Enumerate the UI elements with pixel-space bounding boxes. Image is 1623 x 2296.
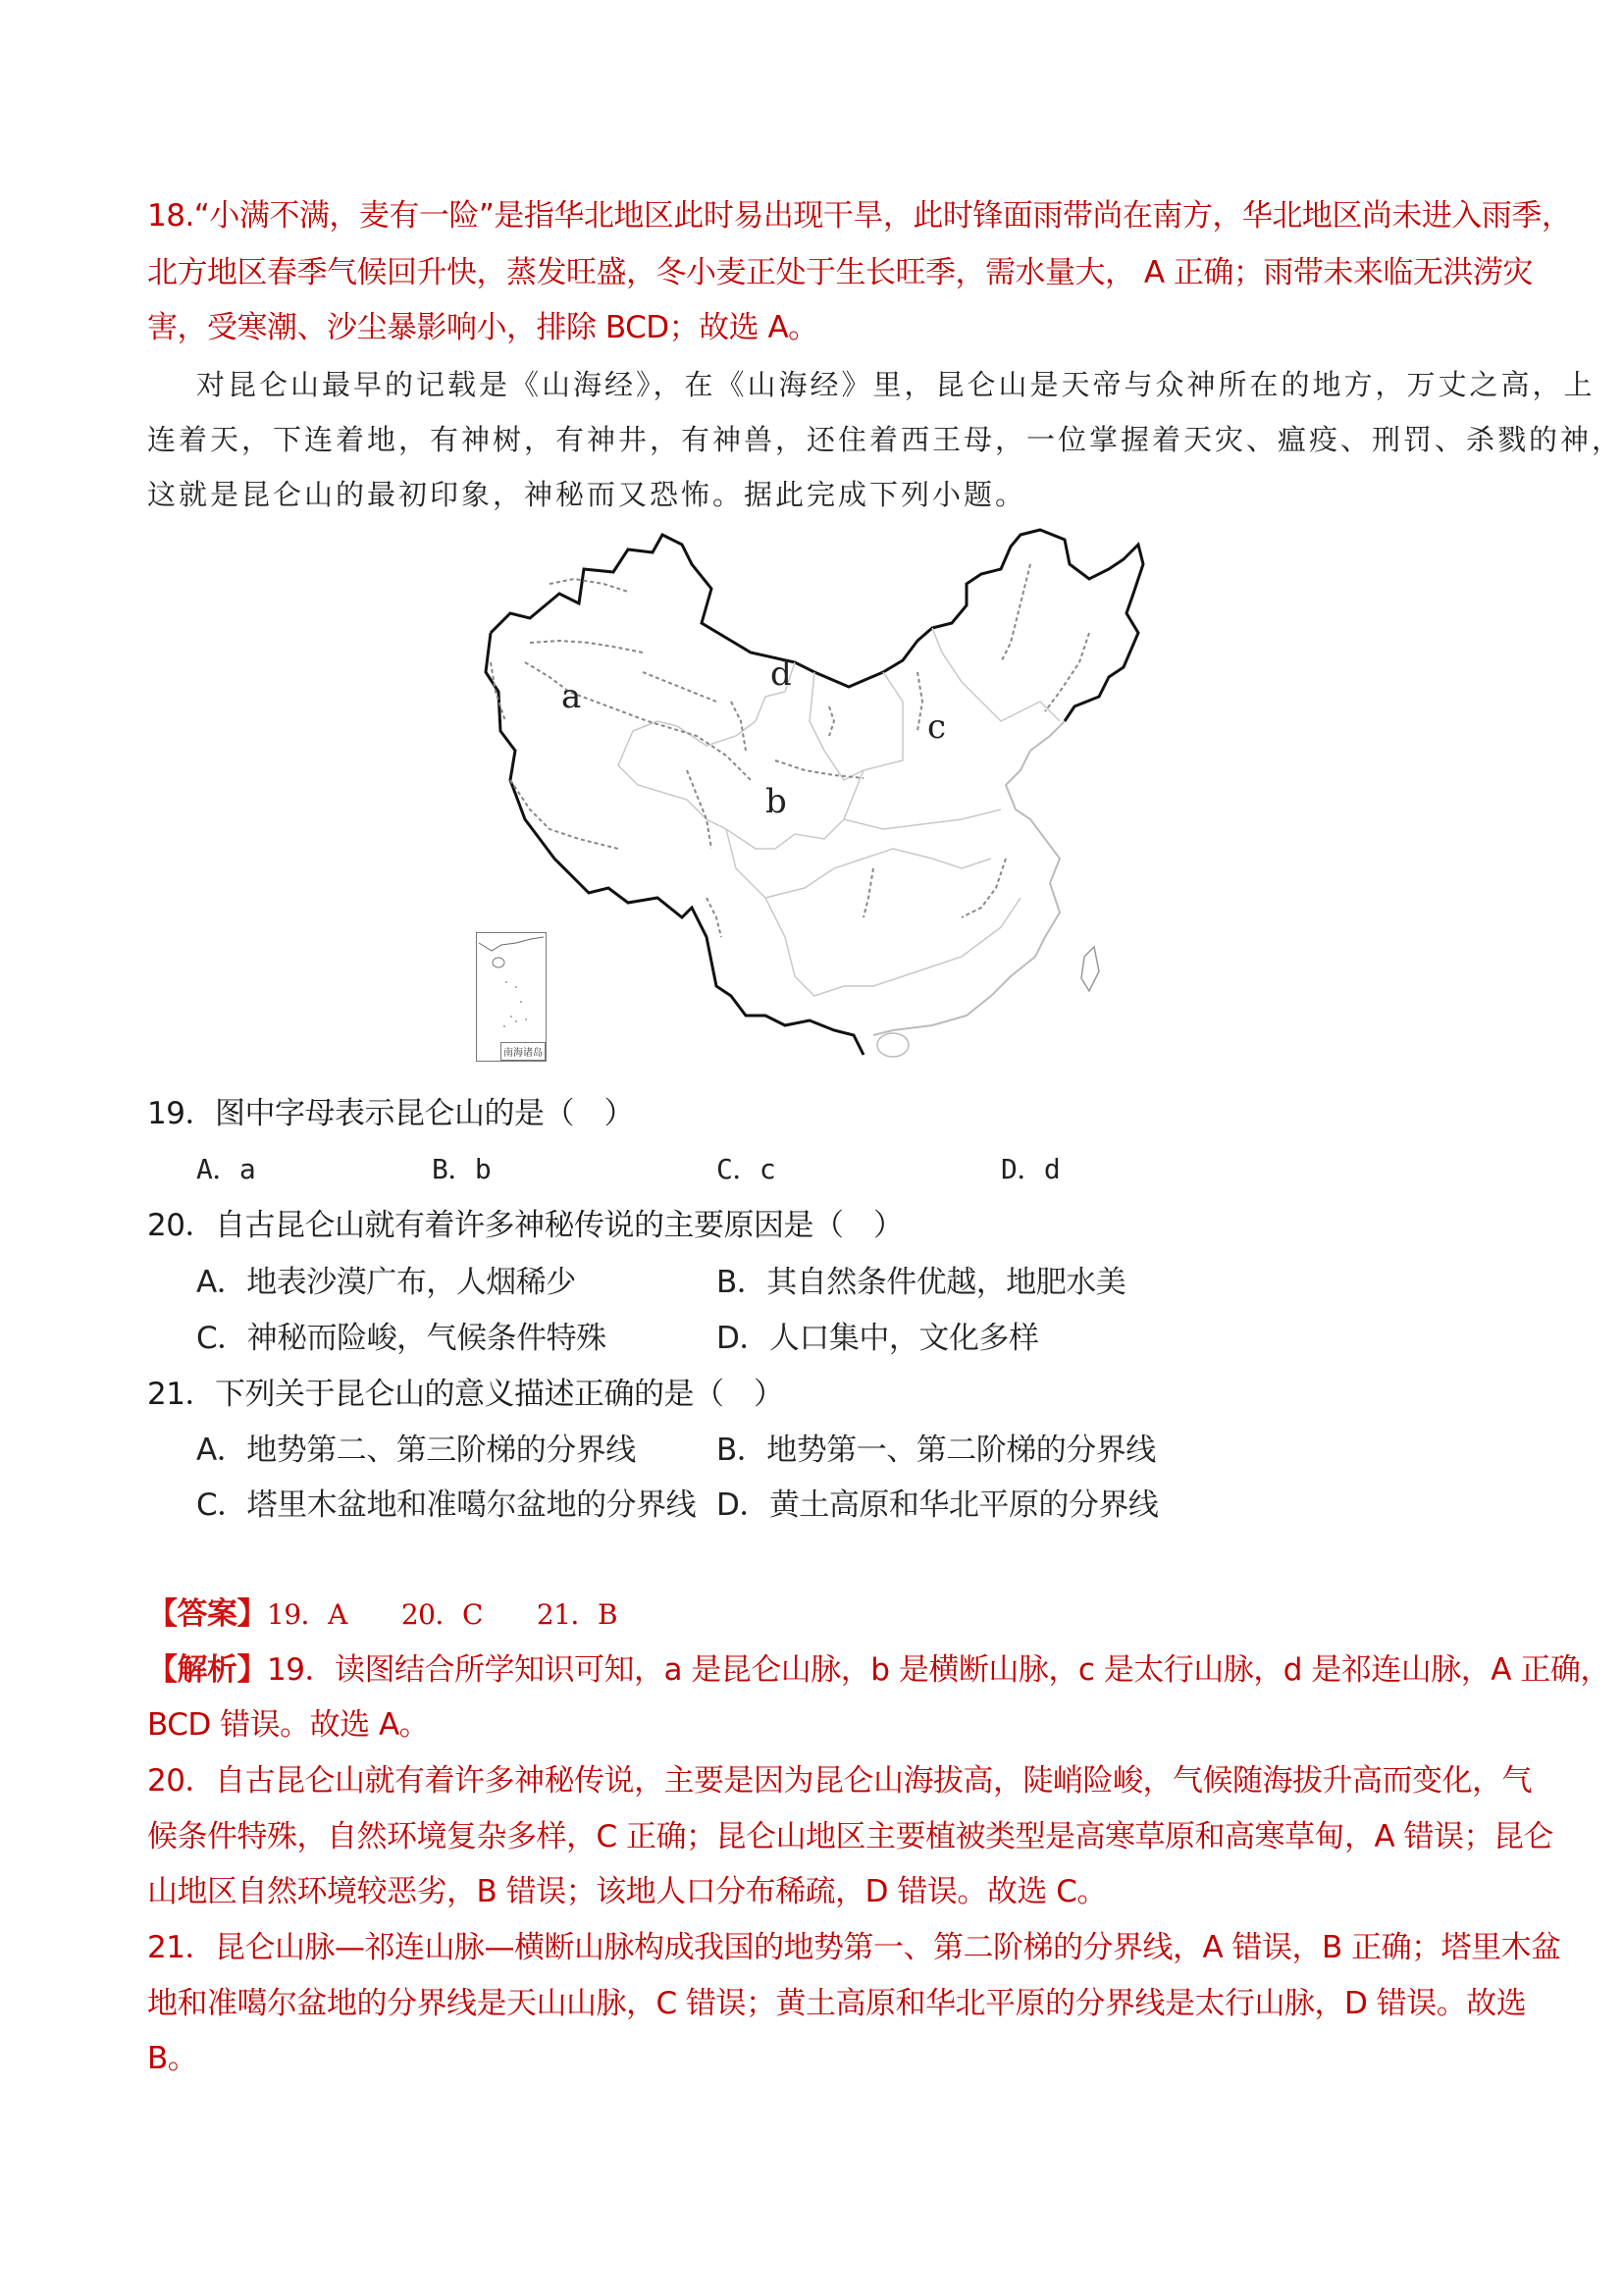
q19-option-a[interactable]: A．a (196, 1153, 256, 1185)
analysis-line: 地和准噶尔盆地的分界线是天山山脉，C 错误；黄土高原和华北平原的分界线是太行山脉，D 错误。故选 (147, 1986, 1527, 2021)
q19-option-c[interactable]: C．c (716, 1153, 776, 1185)
answer-tag: 【答案】 (147, 1596, 267, 1632)
q19-option-b[interactable]: B．b (432, 1153, 492, 1185)
analysis-tag: 【解析】 (147, 1652, 267, 1688)
q20-option-c[interactable]: C．神秘而险峻，气候条件特殊 (196, 1321, 606, 1356)
mountain-range-hatching (491, 564, 1089, 937)
analysis-line: 山地区自然环境较恶劣，B 错误；该地人口分布稀疏，D 错误。故选 C。 (147, 1874, 1107, 1909)
analysis-line: BCD 错误。故选 A。 (147, 1707, 430, 1743)
analysis-line: 20．自古昆仑山就有着许多神秘传说，主要是因为昆仑山海拔高，陡峭险峻，气候随海拔升高而变化，气 (147, 1763, 1532, 1799)
q19-option-d[interactable]: D．d (1001, 1153, 1061, 1185)
q20-option-d[interactable]: D．人口集中，文化多样 (716, 1321, 1039, 1356)
analysis-line: B。 (147, 2041, 198, 2076)
map-label-d: d (770, 654, 792, 694)
map-label-c: c (927, 707, 947, 747)
south-china-sea-inset (476, 932, 547, 1062)
q20-option-a[interactable]: A．地表沙漠广布，人烟稀少 (196, 1265, 576, 1300)
q21-option-d[interactable]: D．黄土高原和华北平原的分界线 (716, 1487, 1159, 1523)
china-map-svg (471, 525, 1158, 1089)
q21-option-c[interactable]: C．塔里木盆地和准噶尔盆地的分界线 (196, 1487, 697, 1523)
question-21-stem: 21．下列关于昆仑山的意义描述正确的是（ ） (147, 1377, 784, 1412)
q20-option-b[interactable]: B．其自然条件优越，地肥水美 (716, 1265, 1126, 1300)
question-20-stem: 20．自古昆仑山就有着许多神秘传说的主要原因是（ ） (147, 1208, 904, 1243)
analysis-line (147, 1650, 1610, 1690)
q18-explanation-line: 害，受寒潮、沙尘暴影响小，排除 BCD；故选 A。 (147, 310, 818, 345)
q18-explanation-line: 北方地区春季气候回升快，蒸发旺盛，冬小麦正处于生长旺季，需水量大， A 正确；雨带未来临无洪涝灾 (147, 255, 1533, 290)
q18-explanation-line: 18.“小满不满，麦有一险”是指华北地区此时易出现干旱，此时锋面雨带尚在南方，华北地区尚未进入雨季， (147, 198, 1572, 234)
q21-option-a[interactable]: A．地势第二、第三阶梯的分界线 (196, 1433, 636, 1468)
china-map-figure (471, 525, 1158, 1089)
inset-label: 南海诸岛 (500, 1042, 546, 1061)
analysis-line: 候条件特殊，自然环境复杂多样，C 正确；昆仑山地区主要植被类型是高寒草原和高寒草甸，A 错误；昆仑 (147, 1819, 1554, 1854)
material-paragraph-line: 这就是昆仑山的最初印象，神秘而又恐怖。据此完成下列小题。 (147, 478, 1027, 511)
question-19-stem: 19．图中字母表示昆仑山的是（ ） (147, 1096, 634, 1131)
analysis-text: 19．读图结合所学知识可知，a 是昆仑山脉，b 是横断山脉，c 是太行山脉，d 是祁连山脉，A 正确， (267, 1652, 1610, 1688)
material-paragraph-line: 对昆仑山最早的记载是《山海经》，在《山海经》里，昆仑山是天帝与众神所在的地方，万丈之高，上 (196, 368, 1596, 401)
q21-option-b[interactable]: B．地势第一、第二阶梯的分界线 (716, 1433, 1156, 1468)
answer-text: 19．A 20．C 21．B (267, 1598, 618, 1631)
map-label-b: b (765, 782, 787, 821)
analysis-line: 21．昆仑山脉—祁连山脉—横断山脉构成我国的地势第一、第二阶梯的分界线，A 错误，B 正确；塔里木盆 (147, 1930, 1561, 1965)
national-border (491, 530, 1143, 721)
material-paragraph-line: 连着天，下连着地，有神树，有神井，有神兽，还住着西王母，一位掌握着天灾、瘟疫、刑罚、杀戮的神， (147, 423, 1623, 456)
answer-line (147, 1594, 1492, 1635)
map-label-a: a (561, 677, 582, 716)
